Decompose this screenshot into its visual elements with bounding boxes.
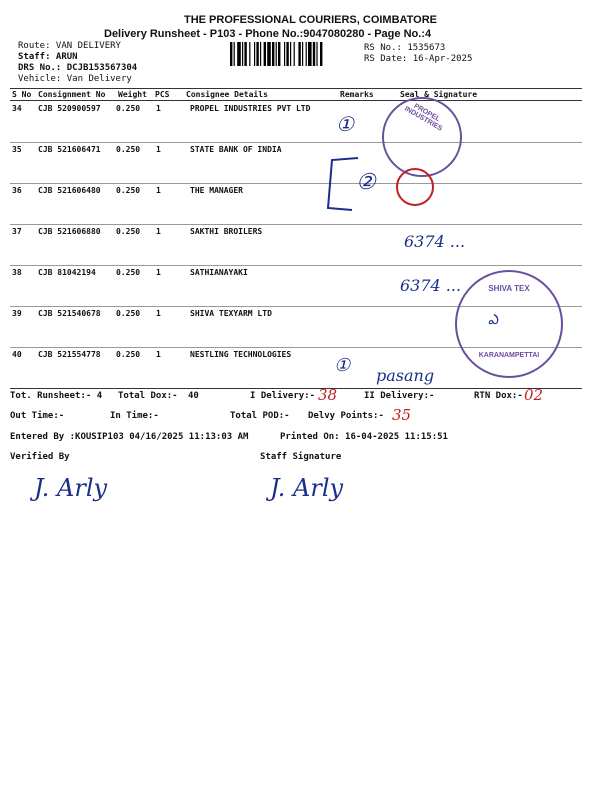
tot-runsheet: Tot. Runsheet:- 4 <box>10 391 103 401</box>
rs-no: RS No.: 1535673 <box>364 43 446 53</box>
staff-signature: J. Arly <box>270 474 344 502</box>
cell-consignment: CJB 520900597 <box>38 104 101 113</box>
table-row <box>10 224 582 265</box>
cell-consignee: THE MANAGER <box>190 186 243 195</box>
col-remarks: Remarks <box>340 90 374 99</box>
table-row <box>10 183 582 224</box>
row34-mark: ① <box>336 112 354 136</box>
cell-consignee: STATE BANK OF INDIA <box>190 145 282 154</box>
cell-pcs: 1 <box>156 104 161 113</box>
route: Route: VAN DELIVERY <box>18 41 121 51</box>
rtn-dox-label: RTN Dox:- <box>474 391 523 401</box>
cell-weight: 0.250 <box>116 227 141 236</box>
red-seal <box>396 168 434 206</box>
cell-weight: 0.250 <box>116 104 141 113</box>
total-dox-value: 40 <box>188 391 199 401</box>
verified-by-label: Verified By <box>10 452 70 462</box>
col-weight: Weight <box>118 90 147 99</box>
col-pcs: PCS <box>155 90 170 99</box>
cell-pcs: 1 <box>156 186 161 195</box>
propel-stamp-text: PROPEL INDUSTRIES <box>403 102 444 133</box>
cell-sno: 37 <box>12 227 22 236</box>
row36-bracket <box>318 150 388 216</box>
cell-weight: 0.250 <box>116 186 141 195</box>
cell-consignment: CJB 521606480 <box>38 186 101 195</box>
col-seal-signature: Seal & Signature <box>400 90 478 99</box>
i-delivery-label: I Delivery:- <box>250 391 316 401</box>
row36-mark: ② <box>356 170 376 195</box>
cell-pcs: 1 <box>156 350 161 359</box>
cell-sno: 38 <box>12 268 22 277</box>
cell-pcs: 1 <box>156 309 161 318</box>
vehicle: Vehicle: Van Delivery <box>18 74 132 84</box>
cell-consignee: NESTLING TECHNOLOGIES <box>190 350 292 359</box>
staff-signature-label: Staff Signature <box>260 452 342 462</box>
out-time: Out Time:- <box>10 411 65 421</box>
rs-date: RS Date: 16-Apr-2025 <box>364 54 473 64</box>
company-name: THE PROFESSIONAL COURIERS, COIMBATORE <box>184 14 438 26</box>
row37-signature: 6374 ... <box>404 232 466 251</box>
cell-weight: 0.250 <box>116 268 141 277</box>
cell-sno: 36 <box>12 186 22 195</box>
cell-pcs: 1 <box>156 145 161 154</box>
cell-pcs: 1 <box>156 268 161 277</box>
barcode <box>230 42 354 66</box>
cell-consignment: CJB 521606471 <box>38 145 101 154</box>
cell-pcs: 1 <box>156 227 161 236</box>
table-bottom-border <box>10 388 582 389</box>
entered-by: Entered By :KOUSIP103 04/16/2025 11:13:03 AM <box>10 432 249 442</box>
shiva-stamp-bottom: KARANAMPETTAI <box>478 352 540 359</box>
cell-sno: 34 <box>12 104 22 113</box>
cell-consignment: CJB 521540678 <box>38 309 101 318</box>
cell-consignment: CJB 521554778 <box>38 350 101 359</box>
barcode-graphic <box>230 42 354 66</box>
row40-mark: ① <box>334 355 351 376</box>
col-sno: S No <box>12 90 32 99</box>
in-time: In Time:- <box>110 411 159 421</box>
cell-sno: 35 <box>12 145 22 154</box>
i-delivery-value: 38 <box>318 386 338 404</box>
total-dox-label: Total Dox:- <box>118 391 178 401</box>
ii-delivery-value: 02 <box>524 386 544 404</box>
col-consignment: Consignment No <box>38 90 106 99</box>
row39-signature: ఎ <box>488 312 498 328</box>
table-row <box>10 142 582 183</box>
cell-consignment: CJB 81042194 <box>38 268 96 277</box>
runsheet-title: Delivery Runsheet - P103 - Phone No.:9047080280 - Page No.:4 <box>104 28 432 40</box>
cell-weight: 0.250 <box>116 350 141 359</box>
drs-no: DRS No.: DCJB153567304 <box>18 63 138 73</box>
table-top-border <box>10 88 582 89</box>
cell-consignee: SHIVA TEXYARM LTD <box>190 309 272 318</box>
row40-signature: pasang <box>376 366 435 385</box>
shiva-stamp <box>455 270 563 378</box>
cell-consignee: SAKTHI BROILERS <box>190 227 263 236</box>
printed-on: Printed On: 16-04-2025 11:15:51 <box>280 432 448 442</box>
cell-weight: 0.250 <box>116 309 141 318</box>
table-row <box>10 101 582 142</box>
cell-consignee: SATHIANAYAKI <box>190 268 248 277</box>
cell-consignee: PROPEL INDUSTRIES PVT LTD <box>190 104 311 113</box>
row38-signature: 6374 ... <box>400 276 462 295</box>
shiva-stamp-top: SHIVA TEX <box>488 284 530 293</box>
verified-signature: J. Arly <box>34 474 108 502</box>
staff: Staff: ARUN <box>18 52 78 62</box>
delvy-points-label: Delvy Points:- <box>308 411 384 421</box>
delvy-points-value: 35 <box>392 406 412 424</box>
col-consignee: Consignee Details <box>186 90 268 99</box>
cell-sno: 40 <box>12 350 22 359</box>
total-pod: Total POD:- <box>230 411 290 421</box>
cell-weight: 0.250 <box>116 145 141 154</box>
cell-sno: 39 <box>12 309 22 318</box>
propel-stamp <box>382 97 462 177</box>
cell-consignment: CJB 521606880 <box>38 227 101 236</box>
ii-delivery-label: II Delivery:- <box>364 391 435 401</box>
